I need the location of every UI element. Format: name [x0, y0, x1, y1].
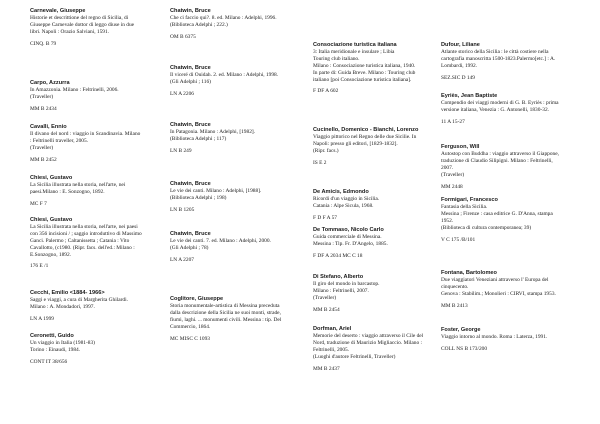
catalog-entry — [441, 93, 559, 126]
entry-title: Cecchi, Emilio <1884- 1966> — [30, 290, 105, 296]
entry-call-number: LN B 1205 — [170, 206, 195, 213]
entry-title: Ferguson, Will — [441, 144, 480, 150]
entry-call-number: LN A 1999 — [30, 315, 54, 322]
entry-title: Carpo, Azzurra — [30, 80, 70, 86]
entry-body: Due viaggiatori Veneziani attraverso l' Europa del cinquecento. Genova : Stabilim.; Monolieri : CIRVI, stampa 1953. — [441, 276, 556, 297]
entry-call-number: F DF A 2034 MC C 18 — [313, 252, 363, 259]
entry-call-number: MC F 7 — [30, 200, 47, 207]
entry-title: Ceronetti, Guido — [30, 333, 74, 339]
entry-call-number: SEZ.SIC D 149 — [441, 74, 475, 81]
entry-title: Chatwin, Bruce — [170, 181, 211, 187]
entry-title: Cucinello, Domenico - Bianchi, Lorenzo — [313, 127, 419, 133]
entry-title: Cavalli, Ennio — [30, 124, 67, 130]
entry-body: Il viceré di Ouidah. 2. ed. Milano : Adelphi, 1998. (Gli Adelphi ; 116) — [170, 71, 279, 85]
catalog-entry — [441, 327, 559, 353]
catalog-entry — [30, 8, 142, 48]
entry-call-number: MM B 2413 — [441, 302, 468, 309]
entry-title: Formigari, Francesco — [441, 197, 498, 203]
entry-call-number: MC MISC C 1093 — [170, 335, 210, 342]
entry-title: Consociazione turistica italiana — [313, 42, 397, 48]
entry-call-number: V C 175 /B/101 — [441, 236, 476, 243]
catalog-entry — [30, 175, 142, 208]
catalog-entry — [30, 290, 142, 323]
entry-body: 3: Italia meridionale e insulare ; Libia Touring club italiano. Milano : Consociazione turistica italiana, 1940. In parte di: Guida Breve. Milano : Touring club italiano [poi Consociazione turistica italiana]. — [313, 48, 416, 83]
entry-body: Un viaggio in Italia (1981-83) Torino : Einaudi, 1984. — [30, 339, 95, 353]
entry-call-number: LN B 249 — [170, 147, 192, 154]
entry-title: Chatwin, Bruce — [170, 8, 211, 14]
entry-call-number: MM B 2434 — [30, 105, 57, 112]
entry-title: Chiesi, Gustavo — [30, 217, 73, 223]
entry-call-number: MM 2448 — [441, 183, 463, 190]
entry-body: Il giro del mondo in barcastop. Milano : Feltrinelli, 2007. (Traveller) — [313, 280, 380, 301]
entry-title: De Tommaso, Nicolo Carlo — [313, 227, 384, 233]
entry-title: Eyriès, Jean Baptiste — [441, 93, 498, 99]
catalog-entry — [441, 144, 559, 190]
entry-title: Di Stefano, Alberto — [313, 274, 364, 280]
catalog-entry — [313, 127, 425, 167]
catalog-entry — [30, 217, 142, 270]
catalog-entry — [441, 42, 559, 82]
catalog-entry — [30, 333, 142, 366]
entry-title: Dorfman, Ariel — [313, 326, 352, 332]
catalog-entry — [441, 270, 559, 310]
entry-call-number: LN A 2206 — [170, 90, 194, 97]
entry-title: Chatwin, Bruce — [170, 65, 211, 71]
entry-call-number: CONT IT 38/656 — [30, 358, 68, 365]
entry-body: Viaggio pittorico nel Regno delle due Sicilie. In Napoli: presso gli editori, [1829-1832]. (Ripr. facs.) — [313, 133, 417, 154]
entry-body: Atlante storico della Sicilia : le città costiere nella cartografia manoscritta 1500-1823.Palermo[etc.] : A. Lombardi, 1992. — [441, 48, 556, 69]
entry-body: Compendio dei viaggi moderni di G. B. Eyriès : prima versione italiana, Venezia : G. Antonelli, 1830-32. — [441, 99, 559, 113]
catalog-entry — [313, 189, 425, 222]
catalog-entry — [170, 231, 282, 264]
entry-body: Ricordi d'un viaggio in Sicilia. Catania : Alpe Sicula, 1968. — [313, 195, 380, 209]
catalog-entry — [170, 181, 282, 214]
entry-body: Le vie dei canti. Milano : Adelphi, [1988]. (Biblioteca Adelphi ; 198) — [170, 187, 262, 201]
entry-title: Carnevale, Giuseppe — [30, 8, 86, 14]
entry-title: De Amicis, Edmondo — [313, 189, 369, 195]
entry-body: Autostop con Buddha : viaggio attraverso il Giappone, traduzione di Claudio Silipigni. Milano : Feltrinelli, 2007. (Traveller) — [441, 150, 559, 178]
entry-call-number: F DF A 602 — [313, 88, 339, 95]
entry-call-number: MM B 2452 — [30, 156, 57, 163]
entry-body: Storia monumentale-artistica di Messina preceduta dalla descrizione della Sicilia ne suoi monti, strade, fiumi, laghi. ... monumenti civili. Messina : tip. Del Commercio, 1864. — [170, 302, 282, 330]
entry-title: Coglitore, Giuseppe — [170, 296, 224, 302]
entry-body: Le vie dei canti. 7. ed. Milano : Adelphi, 2000. (Gli Adelphi ; 78) — [170, 237, 271, 251]
entry-body: Guida commerciale di Messina. Messina : Tip. Fr. D'Angelo, 1885. — [313, 233, 388, 247]
catalog-entry — [313, 227, 425, 260]
entry-call-number: MM B 2454 — [313, 306, 340, 313]
catalog-entry — [30, 80, 142, 113]
entry-call-number: F D F A 57 — [313, 214, 337, 221]
entry-body: Fantasia della Sicilia. Messina ; Firenze : casa editrice G. D'Anna, stampa 1952. (Biblioteca di cultura contemporanea; 39) — [441, 203, 553, 231]
entry-body: La Sicilia illustrata nella storia, nell'arte, nei paesi con 356 incisioni / ; saggio introduttivo di Massimo Ganci. Palermo ; Caltanissetta ; Catania : Vito Cavallotto, (c1980. (Ripr. facs. dell'ed.: Milano : E.Sonzogno, 1892. — [30, 223, 142, 258]
catalog-entry — [170, 65, 282, 98]
entry-body: In Amazzonia. Milano : Feltrinelli, 2006. (Traveller) — [30, 86, 119, 100]
catalog-entry — [313, 274, 425, 314]
catalog-entry — [313, 326, 425, 372]
entry-call-number: COLL NS B 173/200 — [441, 345, 488, 352]
catalog-entry — [30, 124, 142, 164]
entry-body: La Sicilia illustrata nella storia, nell'arte, nei paesi.Milano : E. Sonzogno, 1892. — [30, 181, 126, 195]
entry-title: Chatwin, Bruce — [170, 122, 211, 128]
entry-body: Memorie del deserto : viaggio attraverso il Cile del Nord, traduzione di Maurizio Migliaccio. Milano : Feltrinelli, 2005. (Luoghi d'autore Feltrinelli, Traveller) — [313, 332, 424, 360]
entry-call-number: LN A 2207 — [170, 256, 194, 263]
entry-title: Fontana, Bartolomeo — [441, 270, 497, 276]
entry-body: Che ci faccio qui?. 8. ed. Milano : Adelphi, 1996. (Biblioteca Adelphi ; 222.) — [170, 14, 277, 28]
entry-body: Il divano del nord : viaggio in Scandinavia. Milano : Feltrinelli traveller, 2005. (Traveller) — [30, 130, 141, 151]
entry-call-number: 11 A 15-27 — [441, 118, 465, 125]
entry-title: Foster, George — [441, 327, 481, 333]
entry-title: Dufour, Liliane — [441, 42, 480, 48]
entry-call-number: OM B 6375 — [170, 33, 196, 40]
catalog-entry — [313, 42, 425, 95]
entry-call-number: IS E 2 — [313, 159, 327, 166]
catalog-entry — [441, 197, 559, 243]
entry-title: Chatwin, Bruce — [170, 231, 211, 237]
entry-call-number: MM B 2437 — [313, 365, 340, 372]
catalog-entry — [170, 122, 282, 155]
entry-title: Chiesi, Gustavo — [30, 175, 73, 181]
catalog-entry — [170, 296, 282, 342]
entry-call-number: 176 E /1 — [30, 263, 49, 270]
entry-body: In Patagonia. Milano : Adelphi, [1982]. (Biblioteca Adelphi ; 117) — [170, 128, 256, 142]
entry-body: Historie et descrittione del regno di Sicilia, di Giuseppe Carnevale dottor di leggo diuse in due libri. Napoli : Orazio Salviani, 1591. — [30, 14, 135, 35]
entry-call-number: CINQ. B 79 — [30, 40, 57, 47]
entry-body: Saggi e viaggi, a cura di Margherita Ghilardi. Milano : A. Mondadori, 1997. — [30, 296, 128, 310]
catalog-entry — [170, 8, 282, 41]
entry-body: Viaggio intorno al mondo. Roma : Laterza, 1991. — [441, 333, 548, 340]
